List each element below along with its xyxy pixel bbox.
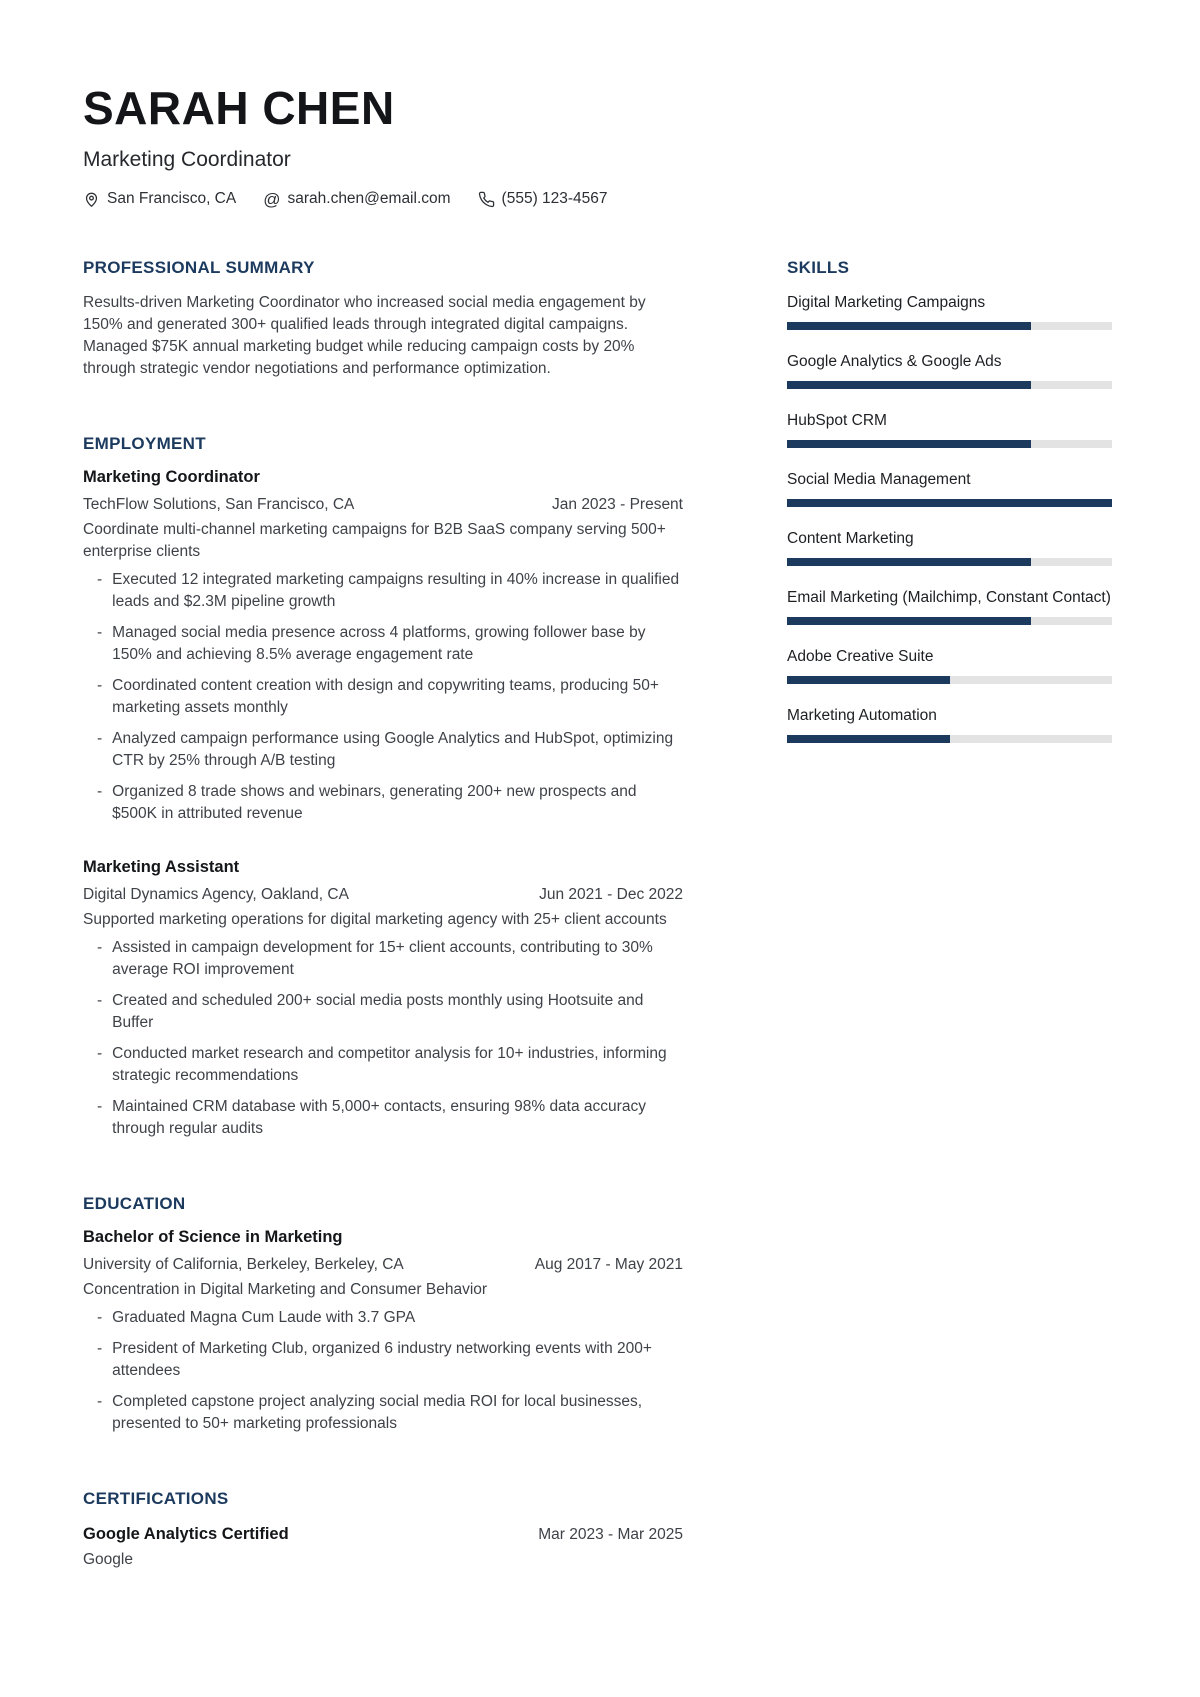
- email-icon: @: [263, 189, 281, 209]
- skill-bar-track: [787, 676, 1112, 684]
- skill-bar-fill: [787, 440, 1031, 448]
- skill-bar-track: [787, 440, 1112, 448]
- education-section: [83, 1194, 683, 1435]
- job-bullet: [83, 569, 683, 613]
- skill-bar-track: [787, 617, 1112, 625]
- skill-bar-fill: [787, 558, 1031, 566]
- skill-bar-fill: [787, 676, 950, 684]
- skill-item: [787, 351, 1112, 389]
- bullet-dash: -: [97, 677, 103, 695]
- education-entry: [83, 1228, 683, 1435]
- skill-label: HubSpot CRM: [787, 412, 887, 430]
- skills-sidebar: [787, 258, 1112, 764]
- skill-item: [787, 646, 1112, 684]
- skill-item: [787, 469, 1112, 507]
- summary-text: Results-driven Marketing Coordinator who increased social media engagement by 150% and generated 300+ qualified leads through integrated digital campaigns. Managed $75K annual marketing budget while reducing campaign costs by 20% through strategic vendor negotiations and performance optimization.: [83, 294, 646, 378]
- job-bullet-text: Maintained CRM database with 5,000+ contacts, ensuring 98% data accuracy through regular audits: [112, 1098, 646, 1138]
- degree-title: Bachelor of Science in Marketing: [83, 1228, 343, 1247]
- job-bullet: [83, 622, 683, 666]
- job-bullet: [83, 1096, 683, 1140]
- certifications-heading: CERTIFICATIONS: [83, 1489, 229, 1509]
- skill-bar-fill: [787, 735, 950, 743]
- bullet-dash: -: [97, 1309, 103, 1327]
- job-bullet-text: Executed 12 integrated marketing campaigns resulting in 40% increase in qualified leads and $2.3M pipeline growth: [112, 571, 680, 611]
- skill-label: Adobe Creative Suite: [787, 648, 934, 666]
- job-dates: Jun 2021 - Dec 2022: [539, 886, 683, 904]
- phone-icon: [478, 191, 495, 208]
- education-meta-row: [83, 1254, 683, 1276]
- job-company: TechFlow Solutions, San Francisco, CA: [83, 496, 355, 514]
- skill-bar-track: [787, 381, 1112, 389]
- job-bullet-text: Created and scheduled 200+ social media posts monthly using Hootsuite and Buffer: [112, 992, 644, 1032]
- person-name: SARAH CHEN: [83, 82, 395, 134]
- skill-label: Content Marketing: [787, 530, 914, 548]
- skill-label: Digital Marketing Campaigns: [787, 294, 986, 312]
- job-dates: Jan 2023 - Present: [552, 496, 683, 514]
- job-bullet: [83, 937, 683, 981]
- job-bullet-list: [83, 569, 683, 825]
- skill-item: [787, 292, 1112, 330]
- bullet-dash: -: [97, 730, 103, 748]
- contact-phone[interactable]: [478, 190, 608, 208]
- education-bullet: [83, 1391, 683, 1435]
- education-bullet: [83, 1338, 683, 1382]
- contact-email[interactable]: [263, 190, 450, 208]
- skill-item: [787, 528, 1112, 566]
- job-bullet-text: Organized 8 trade shows and webinars, generating 200+ new prospects and $500K in attributed revenue: [112, 783, 637, 823]
- job-bullet-text: Assisted in campaign development for 15+ client accounts, contributing to 30% average ROI improvement: [112, 939, 653, 979]
- employment-section: [83, 434, 683, 1140]
- education-bullet: [83, 1307, 683, 1329]
- job-bullet-text: Coordinated content creation with design and copywriting teams, producing 50+ marketing assets monthly: [112, 677, 659, 717]
- skill-bar-fill: [787, 322, 1031, 330]
- skill-bar-track: [787, 499, 1112, 507]
- job-description: Supported marketing operations for digital marketing agency with 25+ client accounts: [83, 911, 667, 929]
- education-bullet-text: Completed capstone project analyzing social media ROI for local businesses, presented to 50+ marketing professionals: [112, 1393, 643, 1433]
- location-pin-icon: [83, 191, 100, 208]
- skill-item: [787, 410, 1112, 448]
- bullet-dash: -: [97, 1098, 103, 1116]
- contact-email-text: sarah.chen@email.com: [287, 190, 451, 208]
- job-bullet: [83, 781, 683, 825]
- bullet-dash: -: [97, 1340, 103, 1358]
- job-meta-row: [83, 494, 683, 516]
- contact-row: [83, 190, 1112, 208]
- resume-header: [83, 84, 1112, 208]
- certifications-section: [83, 1489, 683, 1571]
- main-column: [83, 258, 683, 1571]
- certification-entry: [83, 1523, 683, 1571]
- education-description: Concentration in Digital Marketing and Consumer Behavior: [83, 1281, 488, 1299]
- employment-heading: EMPLOYMENT: [83, 434, 206, 454]
- resume-columns: [83, 258, 1112, 1571]
- skills-heading: SKILLS: [787, 258, 850, 278]
- bullet-dash: -: [97, 624, 103, 642]
- skill-item: [787, 587, 1112, 625]
- skill-bar-fill: [787, 381, 1031, 389]
- job-bullet: [83, 728, 683, 772]
- contact-phone-text: (555) 123-4567: [501, 190, 608, 208]
- bullet-dash: -: [97, 992, 103, 1010]
- skill-label: Email Marketing (Mailchimp, Constant Contact): [787, 589, 1111, 607]
- skill-label: Marketing Automation: [787, 707, 937, 725]
- skill-bar-fill: [787, 617, 1031, 625]
- bullet-dash: -: [97, 571, 103, 589]
- job-meta-row: [83, 884, 683, 906]
- education-bullet-text: President of Marketing Club, organized 6 industry networking events with 200+ attendees: [112, 1340, 652, 1380]
- skill-label: Google Analytics & Google Ads: [787, 353, 1002, 371]
- skill-item: [787, 705, 1112, 743]
- education-bullet-text: Graduated Magna Cum Laude with 3.7 GPA: [112, 1309, 416, 1327]
- job-bullet: [83, 675, 683, 719]
- certification-name: Google Analytics Certified: [83, 1525, 289, 1544]
- skill-bar-track: [787, 735, 1112, 743]
- certification-issuer: Google: [83, 1551, 133, 1569]
- education-dates: Aug 2017 - May 2021: [534, 1256, 683, 1274]
- summary-heading: PROFESSIONAL SUMMARY: [83, 258, 315, 278]
- skill-bar-track: [787, 322, 1112, 330]
- skill-bar-track: [787, 558, 1112, 566]
- contact-location: [83, 190, 236, 208]
- job-bullet: [83, 1043, 683, 1087]
- job-description: Coordinate multi-channel marketing campaigns for B2B SaaS company serving 500+ enterprise clients: [83, 521, 666, 561]
- skill-bar-fill: [787, 499, 1112, 507]
- job-company: Digital Dynamics Agency, Oakland, CA: [83, 886, 349, 904]
- job-title: Marketing Coordinator: [83, 468, 260, 487]
- education-bullet-list: [83, 1307, 683, 1435]
- contact-location-text: San Francisco, CA: [107, 190, 237, 208]
- job-bullet-text: Analyzed campaign performance using Google Analytics and HubSpot, optimizing CTR by 25% through A/B testing: [112, 730, 674, 770]
- bullet-dash: -: [97, 1045, 103, 1063]
- job-bullet: [83, 990, 683, 1034]
- job-title: Marketing Assistant: [83, 858, 240, 877]
- school-name: University of California, Berkeley, Berkeley, CA: [83, 1256, 404, 1274]
- job-bullet-text: Managed social media presence across 4 platforms, growing follower base by 150% and achieving 8.5% average engagement rate: [112, 624, 646, 664]
- education-heading: EDUCATION: [83, 1194, 186, 1214]
- bullet-dash: -: [97, 939, 103, 957]
- job-entry: [83, 858, 683, 1140]
- summary-section: [83, 258, 683, 380]
- skill-label: Social Media Management: [787, 471, 971, 489]
- certification-meta-row: [83, 1523, 683, 1546]
- certification-dates: Mar 2023 - Mar 2025: [538, 1526, 683, 1544]
- job-bullet-text: Conducted market research and competitor analysis for 10+ industries, informing strategic recommendations: [112, 1045, 667, 1085]
- job-bullet-list: [83, 937, 683, 1140]
- bullet-dash: -: [97, 783, 103, 801]
- person-title: Marketing Coordinator: [83, 148, 291, 172]
- job-entry: [83, 468, 683, 825]
- bullet-dash: -: [97, 1393, 103, 1411]
